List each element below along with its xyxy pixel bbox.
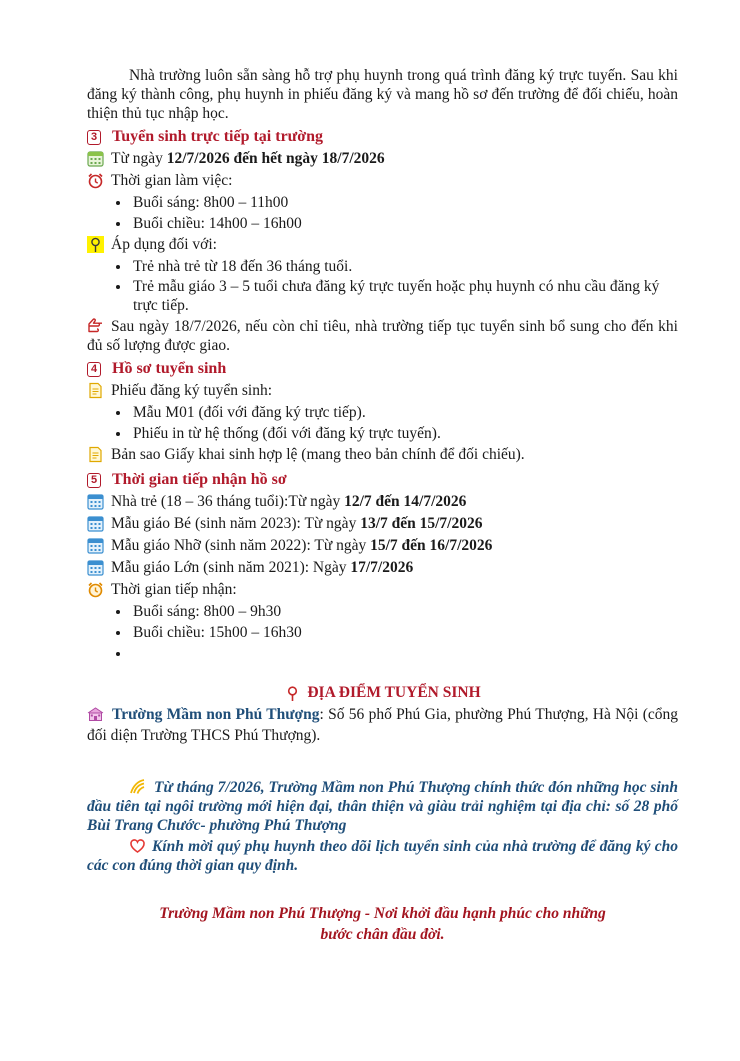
announcement-invitation [87,837,678,875]
school-name: Trường Mầm non Phú Thượng [112,706,320,723]
section-4-heading [87,358,678,380]
schedule-label: Nhà trẻ (18 – 36 tháng tuổi):Từ ngày [111,493,345,510]
pointing-hand-icon [87,317,104,334]
schedule-date: 12/7 đến 14/7/2026 [344,493,467,510]
schedule-row [87,513,678,535]
announcement-new-school [87,778,678,835]
schedule-date: 17/7/2026 [350,559,414,576]
section-title: Hồ sơ tuyển sinh [112,360,227,377]
document-icon [87,446,104,463]
schedule-date: 15/7 đến 16/7/2026 [370,537,493,554]
pin-icon [284,685,301,702]
section-5-heading [87,469,678,491]
schedule-row [87,535,678,557]
slogan-line: Trường Mầm non Phú Thượng - Nơi khởi đầu hạnh phúc cho những [159,905,606,922]
document-icon [87,382,104,399]
date-prefix: Từ ngày [111,150,167,167]
heart-icon [129,837,146,854]
announcement-text: Từ tháng 7/2026, Trường Mầm non Phú Thượng chính thức đón những học sinh đầu tiên tại ngôi trường mới hiện đại, thân thiện và giàu trải nghiệm tại địa chỉ: số 28 phố Bùi Trang Chước- phường Phú Thượng [87,779,678,834]
form-list [87,402,678,444]
section-number-badge: 4 [87,362,101,377]
schedule-label: Mẫu giáo Bé (sinh năm 2023): Từ ngày [111,515,361,532]
list-item: • Trẻ nhà trẻ từ 18 đến 36 tháng tuổi. [131,256,678,277]
calendar-icon [87,537,104,554]
schedule-label: Mẫu giáo Nhỡ (sinh năm 2022): Từ ngày [111,537,371,554]
address-text: : Số 56 phố Phú Gia, phường Phú Thượng, Hà Nội (cổng đối diện Trường THCS Phú Thượng). [87,706,678,744]
intro-paragraph: Nhà trường luôn sẵn sàng hỗ trợ phụ huynh trong quá trình đăng ký trực tuyến. Sau khi đăng ký thành công, phụ huynh in phiếu đăng ký và mang hồ sơ đến trường để đối chiếu, hoàn thiện thủ tục nhập học. [87,67,678,122]
pin-icon [87,236,104,253]
apply-label: Áp dụng đối với: [111,236,217,253]
supplement-text: Sau ngày 18/7/2026, nếu còn chỉ tiêu, nhà trường tiếp tục tuyển sinh bổ sung cho đến khi đủ số lượng được giao. [87,318,678,354]
receive-time-label: Thời gian tiếp nhận: [111,581,237,598]
work-time-list [87,192,678,234]
apply-list [87,256,678,315]
receive-time-row [87,579,678,601]
schedule-row [87,491,678,513]
alarm-clock-icon [87,581,104,598]
apply-row [87,234,678,256]
section-3-heading [87,126,678,148]
sparkle-icon [129,778,146,795]
list-item: • Buổi sáng: 8h00 – 9h30 [131,601,678,622]
list-item: • Phiếu in từ hệ thống (đối với đăng ký trực tuyến). [131,423,678,444]
list-item: • Buổi chiều: 14h00 – 16h00 [131,213,678,234]
location-heading [87,684,678,702]
calendar-icon [87,559,104,576]
receive-time-list [87,601,678,664]
list-item: • Buổi chiều: 15h00 – 16h30 [131,622,678,643]
slogan [87,903,678,945]
location-title: ĐỊA ĐIỂM TUYỂN SINH [307,684,481,701]
list-item [131,643,678,664]
birth-cert-row [87,444,678,466]
alarm-clock-icon [87,172,104,189]
section-title: Tuyển sinh trực tiếp tại trường [112,128,324,145]
schedule-date: 13/7 đến 15/7/2026 [360,515,483,532]
section-title: Thời gian tiếp nhận hồ sơ [112,471,287,488]
calendar-icon [87,150,104,167]
invitation-text: Kính mời quý phụ huynh theo dõi lịch tuyển sinh của nhà trường để đăng ký cho các con đúng thời gian quy định. [87,838,678,874]
calendar-icon [87,515,104,532]
schedule-row [87,557,678,579]
schedule-label: Mẫu giáo Lớn (sinh năm 2021): Ngày [111,559,351,576]
supplement-note [87,317,678,355]
slogan-line: bước chân đầu đời. [320,926,445,943]
list-item: • Buổi sáng: 8h00 – 11h00 [131,192,678,213]
list-item: • Mẫu M01 (đối với đăng ký trực tiếp). [131,402,678,423]
form-row [87,380,678,402]
work-time-label: Thời gian làm việc: [111,172,233,189]
date-range: 12/7/2026 đến hết ngày 18/7/2026 [166,150,385,167]
direct-enrollment-dates [87,148,678,170]
location-address [87,704,678,746]
section-number-badge: 5 [87,473,101,488]
form-label: Phiếu đăng ký tuyển sinh: [111,382,273,399]
school-building-icon [87,705,104,722]
work-time-row [87,170,678,192]
calendar-icon [87,493,104,510]
birth-cert-text: Bản sao Giấy khai sinh hợp lệ (mang theo bản chính để đối chiếu). [111,446,525,463]
section-number-badge: 3 [87,130,101,145]
list-item: • Trẻ mẫu giáo 3 – 5 tuổi chưa đăng ký trực tuyến hoặc phụ huynh có nhu cầu đăng ký trực tiếp. [131,277,678,315]
